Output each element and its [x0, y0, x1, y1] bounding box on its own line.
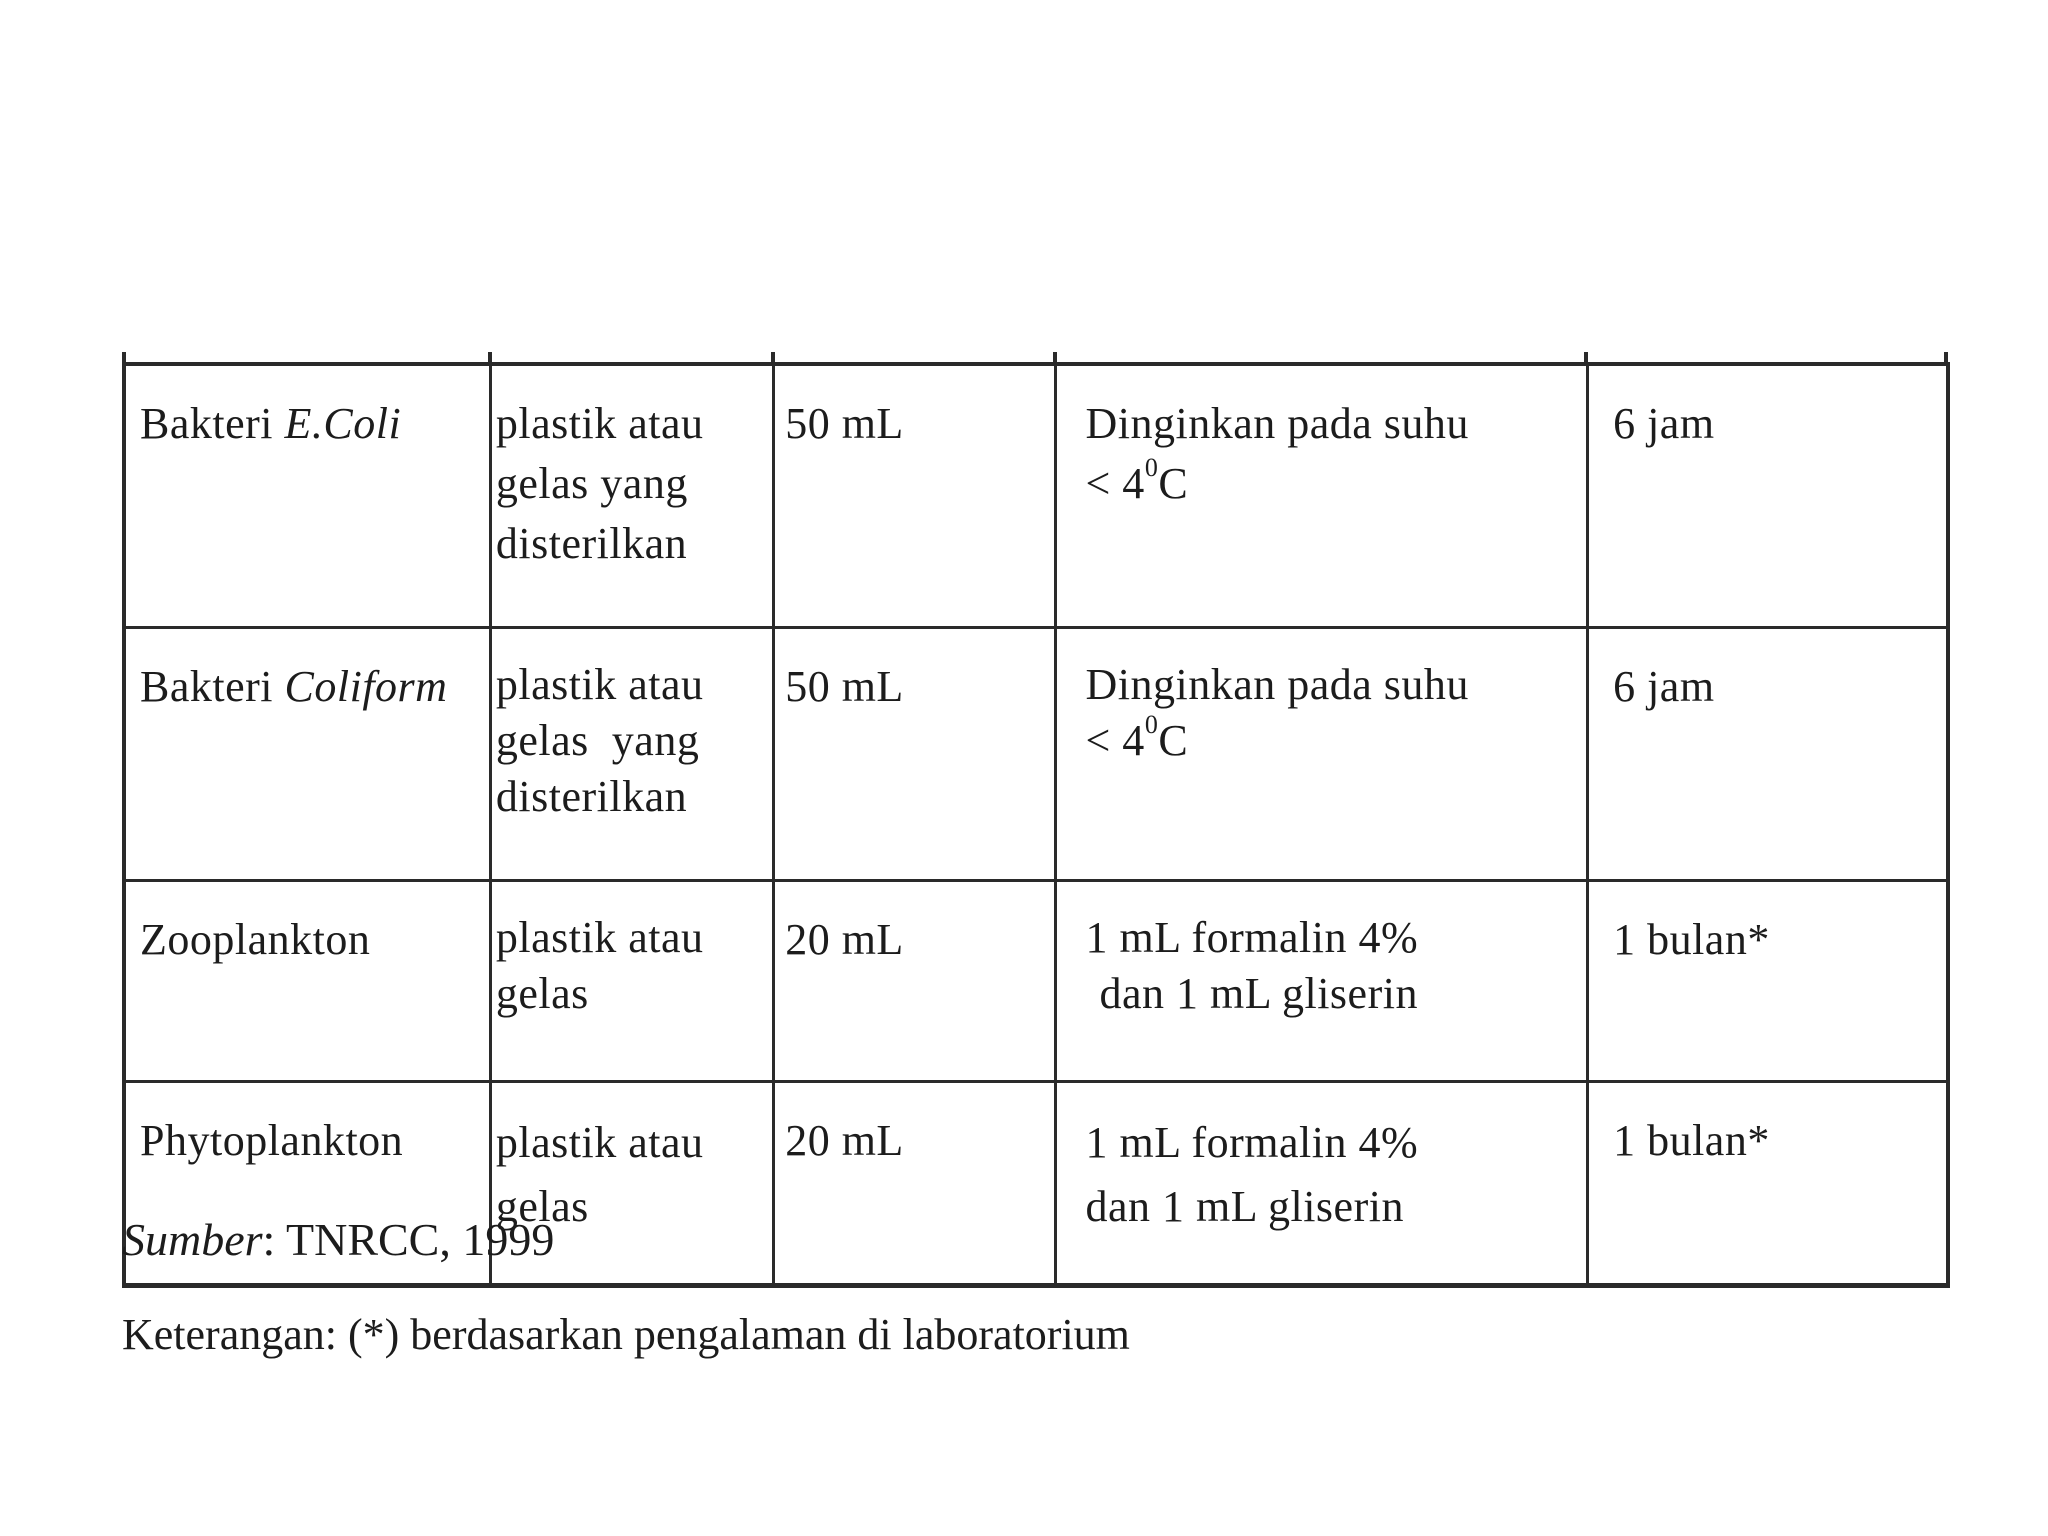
parameter-prefix: Bakteri [140, 399, 285, 448]
table-row [124, 881, 1948, 1082]
table-row [124, 628, 1948, 881]
preservation-line: dan 1 mL gliserin [1099, 969, 1418, 1018]
volume-cell: 20 mL [774, 881, 1056, 1082]
degree-superscript: 0 [1144, 710, 1159, 740]
container-line: gelas [495, 969, 589, 1018]
preservation-line: 1 mL formalin 4% [1085, 1118, 1419, 1167]
container-line: plastik atau [495, 1118, 704, 1167]
sample-preservation-table [122, 362, 1950, 1288]
parameter-cell: Phytoplankton [124, 1082, 490, 1286]
holding-time-cell: 1 bulan* [1588, 1082, 1948, 1286]
preservation-line: dan 1 mL gliserin [1085, 1182, 1404, 1231]
container-line: plastik atau [495, 660, 704, 709]
sample-table-container [122, 362, 1950, 1231]
volume-cell: 50 mL [774, 364, 1056, 628]
preservation-line: Dinginkan pada suhu [1085, 660, 1469, 709]
holding-time-cell: 1 bulan* [1588, 881, 1948, 1082]
preservation-temperature [1085, 454, 1586, 514]
holding-time-cell: 6 jam [1588, 628, 1948, 881]
container-line: disterilkan [495, 519, 688, 568]
temp-unit: C [1158, 459, 1189, 508]
container-cell [490, 881, 773, 1082]
temp-prefix: < 4 [1085, 459, 1145, 508]
volume-cell: 50 mL [774, 628, 1056, 881]
parameter-cell [124, 364, 490, 628]
parameter-cell: Zooplankton [124, 881, 490, 1082]
preservation-line: 1 mL formalin 4% [1085, 913, 1419, 962]
preservation-cell [1056, 364, 1588, 628]
parameter-cell [124, 628, 490, 881]
volume-cell: 20 mL [774, 1082, 1056, 1286]
container-cell [490, 628, 773, 881]
temp-unit: C [1158, 716, 1189, 765]
parameter-italic-name: Coliform [284, 662, 448, 711]
container-line: plastik atau [495, 399, 704, 448]
preservation-line: Dinginkan pada suhu [1085, 399, 1469, 448]
remark-note: Keterangan: (*) berdasarkan pengalaman di laboratorium [122, 1310, 1130, 1359]
degree-superscript: 0 [1144, 453, 1159, 483]
parameter-prefix: Bakteri [140, 662, 285, 711]
preservation-temperature [1085, 710, 1586, 769]
source-citation [122, 1210, 554, 1270]
source-label: Sumber [122, 1214, 263, 1265]
container-line: disterilkan [495, 772, 688, 821]
container-line: gelas [495, 1182, 589, 1231]
holding-time-cell: 6 jam [1588, 364, 1948, 628]
container-line: gelas yang [495, 716, 700, 765]
container-line: gelas yang [495, 459, 688, 508]
container-line: plastik atau [495, 913, 704, 962]
source-text: : TNRCC, 1999 [262, 1214, 555, 1265]
preservation-cell [1056, 628, 1588, 881]
preservation-cell [1056, 881, 1588, 1082]
temp-prefix: < 4 [1085, 716, 1145, 765]
container-cell [490, 364, 773, 628]
preservation-cell [1056, 1082, 1588, 1286]
parameter-italic-name: E.Coli [284, 399, 402, 448]
table-row [124, 364, 1948, 628]
